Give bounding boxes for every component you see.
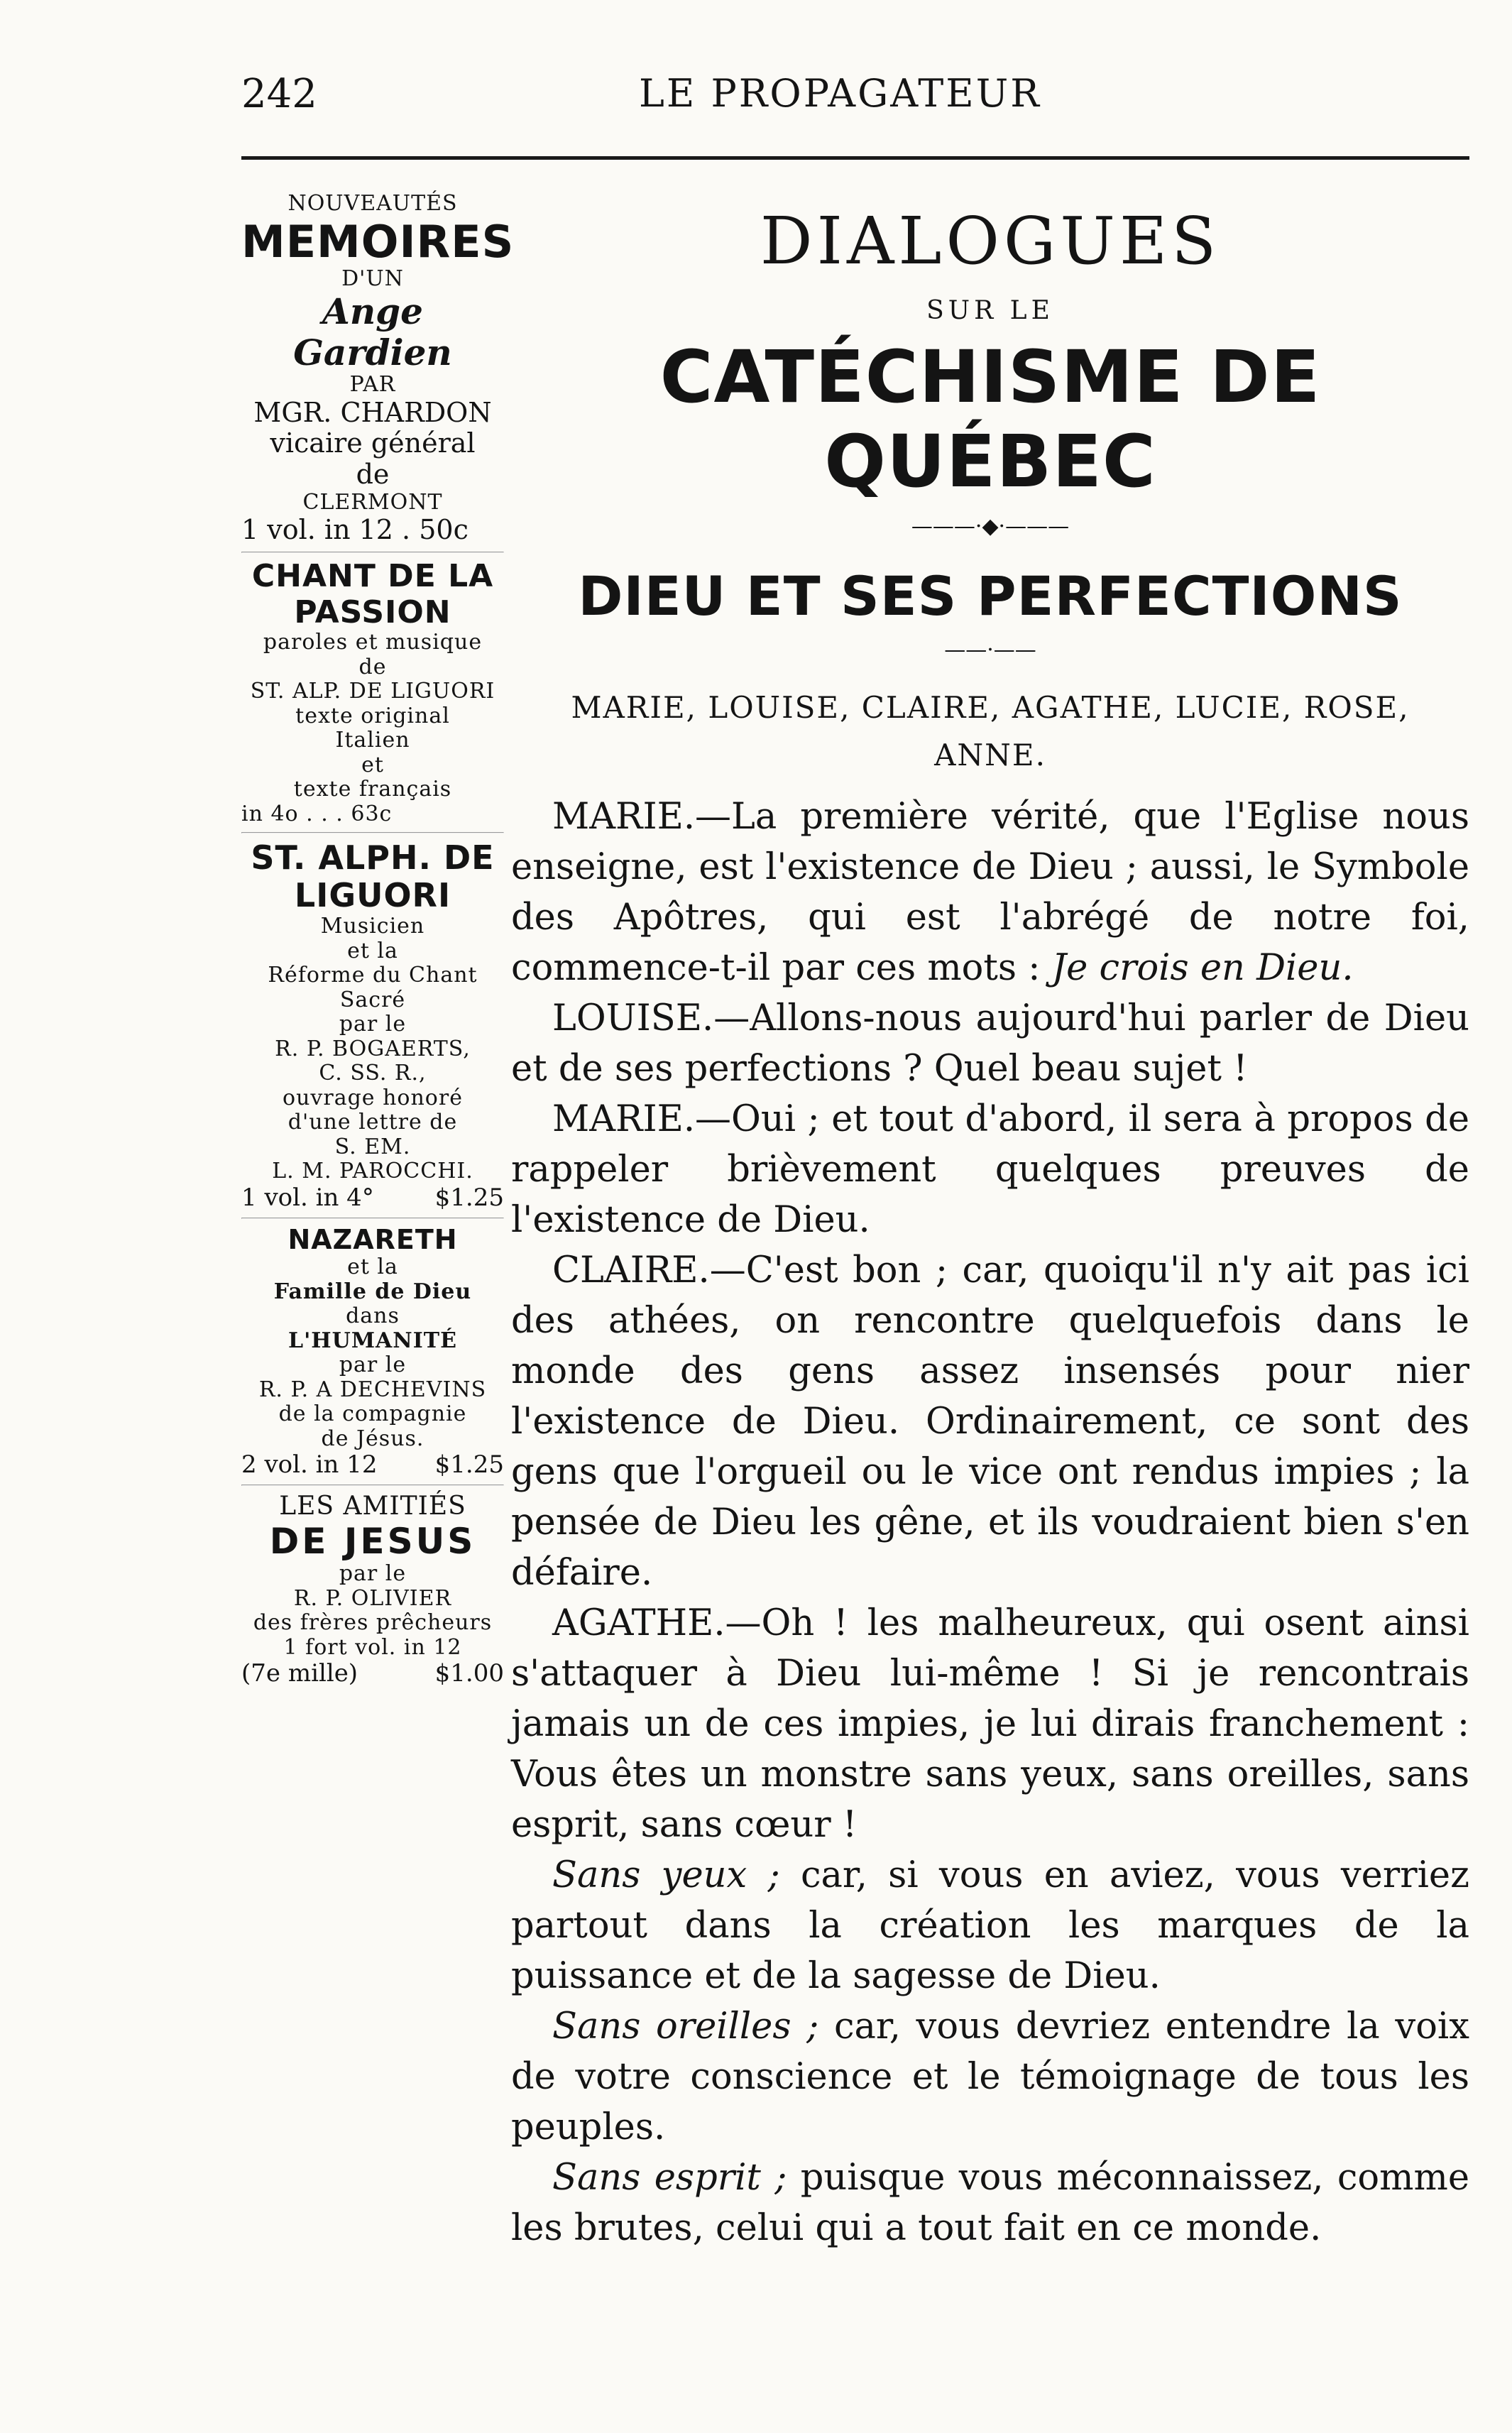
ad-text: par le [339, 1561, 407, 1587]
ad-text: vicaire général [270, 427, 476, 459]
advertisement-sidebar [241, 191, 515, 1688]
ad-author: R. P. BOGAERTS, [275, 1036, 471, 1061]
header-rule [241, 156, 1469, 160]
ad-price: 1 vol. in 12 . 50c [241, 514, 469, 546]
paragraph-text: —La première vérité, que l'Eglise nous enseigne, est l'existence de Dieu ; aussi, le Symbole des Apôtres, qui est l'abrégé de notre foi, commence-t-il par ces mots : [511, 796, 1469, 990]
ad-text: D'UN [341, 266, 404, 291]
ad-author: ST. ALP. DE LIGUORI [250, 679, 495, 704]
ad-memoires [241, 191, 515, 546]
quote: Je crois en Dieu. [1051, 947, 1354, 990]
paragraph [511, 1850, 1469, 2001]
paragraph [511, 1245, 1469, 1598]
ad-text: des frères prêcheurs [253, 1610, 493, 1636]
ad-text: Réforme du Chant [268, 963, 478, 988]
paragraph-text: car, vous devriez entendre la voix de votre conscience et le témoignage de tous les peuples. [511, 2006, 1469, 2149]
divider [241, 1485, 504, 1486]
emphasis: Sans yeux ; [552, 1854, 780, 1897]
ad-text: C. SS. R., [319, 1061, 427, 1086]
speaker: CLAIRE. [552, 1250, 710, 1292]
ad-text: et [361, 752, 384, 777]
ad-format: (7e mille) [241, 1659, 358, 1688]
ad-text: S. EM. [334, 1134, 411, 1159]
ad-text: par le [339, 1012, 407, 1037]
paragraph-text: —Allons-nous aujourd'hui parler de Dieu et de ses perfections ? Quel beau sujet ! [511, 997, 1469, 1090]
ad-format: 2 vol. in 12 [241, 1450, 378, 1480]
paragraph-text: —Oh ! les malheureux, qui osent ainsi s'attaquer à Dieu lui-même ! Si je rencontrais jamais un de ces impies, je lui dirais franchement : Vous êtes un monstre sans yeux, sans oreilles, sans esprit, sans cœur ! [511, 1602, 1469, 1847]
emphasis: Sans oreilles ; [552, 2006, 819, 2048]
article-title: DIALOGUES [760, 203, 1221, 279]
ad-text: Sacré [339, 987, 406, 1012]
paragraph [511, 2001, 1469, 2153]
divider [241, 832, 504, 833]
ad-text: CLERMONT [302, 489, 443, 515]
ad-price [241, 1184, 504, 1212]
ad-text: et la [347, 938, 398, 963]
ad-text: de la compagnie [278, 1401, 467, 1427]
ad-text: Italien [335, 728, 410, 753]
ad-author: MGR. CHARDON [253, 396, 492, 428]
running-header [241, 71, 1363, 128]
article-subtitle: SUR LE [926, 296, 1054, 325]
paragraph [511, 1598, 1469, 1850]
paragraph-text: car, si vous en aviez, vous verriez partout dans la création les marques de la puissance et de la sagesse de Dieu. [511, 1854, 1469, 1998]
ad-text: d'une lettre de [287, 1110, 458, 1135]
speaker: AGATHE. [552, 1602, 725, 1645]
dialogue-body [511, 792, 1469, 2253]
ad-title: MEMOIRES [241, 215, 515, 268]
ad-text: et la [347, 1254, 398, 1280]
ad-price-value: $1.25 [434, 1183, 504, 1212]
paragraph-text: —Oui ; et tout d'abord, il sera à propos de rappeler brièvement quelques preuves de l'existence de Dieu. [511, 1098, 1469, 1242]
ad-text: de Jésus. [321, 1426, 424, 1451]
ad-format: 1 vol. in 4° [241, 1183, 374, 1212]
running-title: LE PROPAGATEUR [639, 71, 1041, 116]
article-heading: CATÉCHISME DE QUÉBEC [659, 335, 1321, 504]
ad-price [241, 1660, 504, 1688]
page-number: 242 [241, 71, 317, 117]
ad-text: ouvrage honoré [283, 1085, 463, 1110]
speaker: LOUISE. [552, 997, 714, 1040]
emphasis: Sans esprit ; [552, 2157, 787, 2199]
ad-text: Musicien [320, 914, 425, 939]
paragraph [511, 2153, 1469, 2253]
ad-label: NOUVEAUTÉS [287, 191, 458, 216]
main-column [511, 192, 1469, 2253]
paragraph-text: puisque vous méconnaissez, comme les brutes, celui qui a tout fait en ce monde. [511, 2157, 1470, 2250]
ad-text: texte original [295, 703, 450, 728]
speaker: MARIE. [552, 796, 696, 838]
ad-price: in 4o . . . 63c [241, 801, 393, 826]
speaker: MARIE. [552, 1098, 696, 1141]
paragraph [511, 792, 1469, 993]
ad-author: R. P. A DECHEVINS [258, 1377, 487, 1402]
ad-title: Ange Gardien [293, 290, 452, 373]
ad-text: par le [339, 1352, 407, 1378]
ad-amities [241, 1492, 504, 1688]
ornament: ———·◆·——— [911, 514, 1070, 539]
ad-text: de [358, 654, 387, 679]
ad-chant [241, 559, 504, 826]
ad-title: ST. ALPH. DE LIGUORI [251, 838, 495, 915]
ad-price [241, 1451, 504, 1479]
ad-price-value: $1.00 [434, 1659, 504, 1688]
cast-list: MARIE, LOUISE, CLAIRE, AGATHE, LUCIE, ROSE, ANNE. [571, 690, 1410, 773]
ad-text: L. M. PAROCCHI. [272, 1159, 473, 1184]
ad-title: L'HUMANITÉ [288, 1328, 457, 1353]
ad-liguori [241, 839, 504, 1211]
ad-title: NAZARETH [287, 1223, 458, 1255]
ad-nazareth [241, 1225, 504, 1480]
ornament: ——·—— [944, 638, 1036, 662]
ad-text: Famille de Dieu [273, 1279, 472, 1304]
paragraph [511, 1094, 1469, 1245]
ad-text: paroles et musique [263, 630, 483, 655]
ad-label: LES AMITIÉS [279, 1492, 466, 1521]
ad-text: 1 fort vol. in 12 [283, 1634, 462, 1660]
ad-text: texte français [293, 777, 452, 802]
ad-title: CHANT DE LA PASSION [251, 558, 494, 630]
ad-author: R. P. OLIVIER [293, 1585, 452, 1611]
paragraph-text: —C'est bon ; car, quoiqu'il n'y ait pas ici des athées, on rencontre quelquefois dans le monde des gens assez insensés pour nier l'existence de Dieu. Ordinairement, ce sont des gens que l'orgueil ou le vice ont rendus impies ; la pensée de Dieu les gêne, et ils voudraient bien s'en défaire. [511, 1250, 1469, 1595]
ad-text: dans [346, 1303, 400, 1329]
ad-title: DE JESUS [269, 1520, 476, 1562]
section-heading: DIEU ET SES PERFECTIONS [578, 564, 1403, 628]
ad-text: de [356, 459, 390, 491]
divider [241, 1218, 504, 1219]
ad-price-value: $1.25 [434, 1450, 504, 1480]
paragraph [511, 993, 1469, 1094]
divider [241, 552, 504, 553]
ad-text: PAR [349, 372, 396, 398]
